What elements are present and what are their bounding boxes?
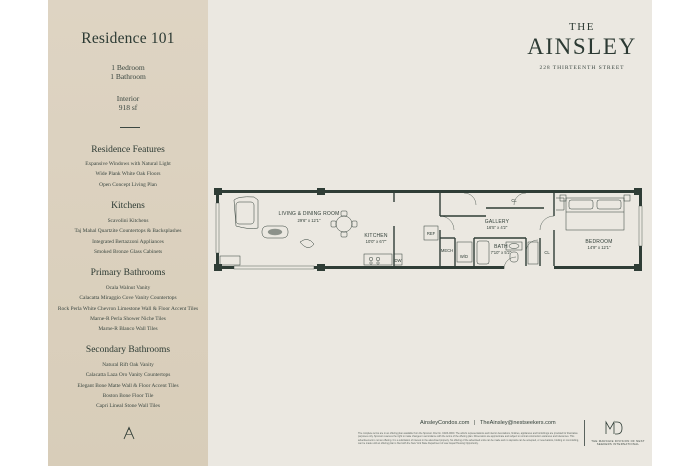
- list-item: Marne-R Blanco Wall Tiles: [98, 326, 158, 333]
- divider: [120, 127, 140, 128]
- tag-dw: DW: [394, 258, 402, 263]
- footer-contact: [420, 420, 620, 426]
- legal-disclaimer: The complete terms are in an offering plan available from the Sponsor. File No. CD23-0000. The artist's representations and interior decorations, finishes, appliances and furnishings are provided for illustrative purposes only. Sponsor reserves the right to make changes in accordance with the terms of the offering plan. Dimensions are approximate and subject to normal construction variances and tolerances. This advertisement is not an offering. It is a solicitation of interest in the advertised property. No offering of the advertised units can be made and no deposits can be accepted, or reservations, binding or non-binding, can be made until an offering plan is filed with the New York State Department of Law. Equal Housing Opportunity.: [358, 432, 579, 445]
- residence-title: Residence 101: [81, 30, 175, 47]
- list-item: Rock Perla White Chevron Limestone Wall & Floor Accent Tiles: [57, 305, 199, 312]
- contact-separator: |: [474, 420, 476, 426]
- email-link[interactable]: TheAinsley@nestseekers.com: [480, 420, 556, 426]
- room-dims-bedroom: 14'9" x 12'1": [587, 245, 611, 250]
- bedroom-count: 1 Bedroom: [111, 63, 145, 72]
- room-dims-living: 29'6" x 12'1": [297, 218, 321, 223]
- section-heading-kitchens: Kitchens: [111, 201, 145, 211]
- ainsley-monogram-logo: [122, 426, 136, 440]
- website-link[interactable]: AinsleyCondos.com: [420, 420, 470, 426]
- brand-prefix: THE: [569, 21, 595, 33]
- tag-ref: REF: [426, 231, 436, 236]
- section-heading-residence-features: Residence Features: [91, 145, 165, 155]
- tag-closet-right: CL: [544, 250, 550, 255]
- room-dims-kitchen: 10'0" x 6'7": [365, 239, 387, 244]
- interior-label: Interior: [116, 94, 140, 103]
- brochure-sheet: [48, 0, 652, 466]
- bedroom-furniture: [556, 195, 630, 230]
- interior-size: 918 sf: [118, 103, 138, 112]
- list-item: Capri Lineal Stone Wall Tiles: [96, 403, 160, 410]
- feature-list-residence: [48, 159, 208, 190]
- brand-address: 228 THIRTEENTH STREET: [539, 65, 625, 71]
- list-item: Calacatta Laza Oro Vanity Countertops: [85, 372, 171, 379]
- room-dims-gallery: 16'5" x 4'2": [486, 225, 508, 230]
- list-item: Elegant Bone Matte Wall & Floor Accent Tiles: [77, 382, 179, 389]
- sidebar-panel: [48, 0, 208, 466]
- tag-closet-top: CL: [511, 198, 517, 203]
- interior-walls: [394, 193, 554, 266]
- tag-mech: MECH: [440, 248, 454, 253]
- list-item: Expansive Windows with Natural Light: [85, 161, 171, 167]
- room-label-kitchen: KITCHEN: [364, 233, 388, 239]
- room-dims-bath: 7'10" x 5'2": [490, 250, 512, 255]
- list-item: Integrated Bertazzoni Appliances: [92, 238, 164, 245]
- feature-list-primary-bath: [48, 283, 208, 334]
- room-label-bedroom: BEDROOM: [585, 239, 613, 245]
- brand-name: AINSLEY: [527, 34, 637, 59]
- list-item: Smoked Bronze Glass Cabinets: [93, 248, 163, 255]
- feature-list-kitchens: [48, 216, 208, 257]
- footer-divider: [584, 420, 585, 446]
- list-item: Scavolini Kitchens: [107, 218, 149, 224]
- list-item: Marne-R Perla Shower Niche Tiles: [90, 315, 166, 322]
- list-item: Calacatta Miraggio Cove Vanity Countertops: [79, 295, 177, 302]
- living-furniture: [220, 197, 357, 265]
- list-item: Ocala Walnut Vanity: [105, 285, 151, 291]
- list-item: Natural Rift Oak Vanity: [102, 362, 154, 368]
- list-item: Open Concept Living Plan: [99, 181, 157, 188]
- tag-wd: W/D: [459, 254, 469, 259]
- list-item: Boston Bone Floor Tile: [102, 392, 154, 399]
- bathroom-count: 1 Bathroom: [110, 72, 146, 81]
- section-heading-secondary-bathrooms: Secondary Bathrooms: [85, 345, 171, 355]
- floor-plan: [214, 186, 644, 281]
- room-label-living: LIVING & DINING ROOM: [278, 211, 340, 217]
- section-heading-primary-bathrooms: Primary Bathrooms: [90, 268, 166, 278]
- list-item: Wide Plank White Oak Floors: [95, 171, 161, 178]
- footer-caption: THE MARCHIE DIVISION OF NEST SEEKERS INTERNATIONAL: [591, 439, 645, 447]
- room-label-gallery: GALLERY: [484, 219, 510, 225]
- list-item: Taj Mahal Quartzite Countertops & Backsplashes: [74, 228, 182, 235]
- marchie-division-logo: [604, 420, 624, 436]
- feature-list-secondary-bath: [48, 360, 208, 411]
- room-label-bath: BATH: [494, 244, 508, 250]
